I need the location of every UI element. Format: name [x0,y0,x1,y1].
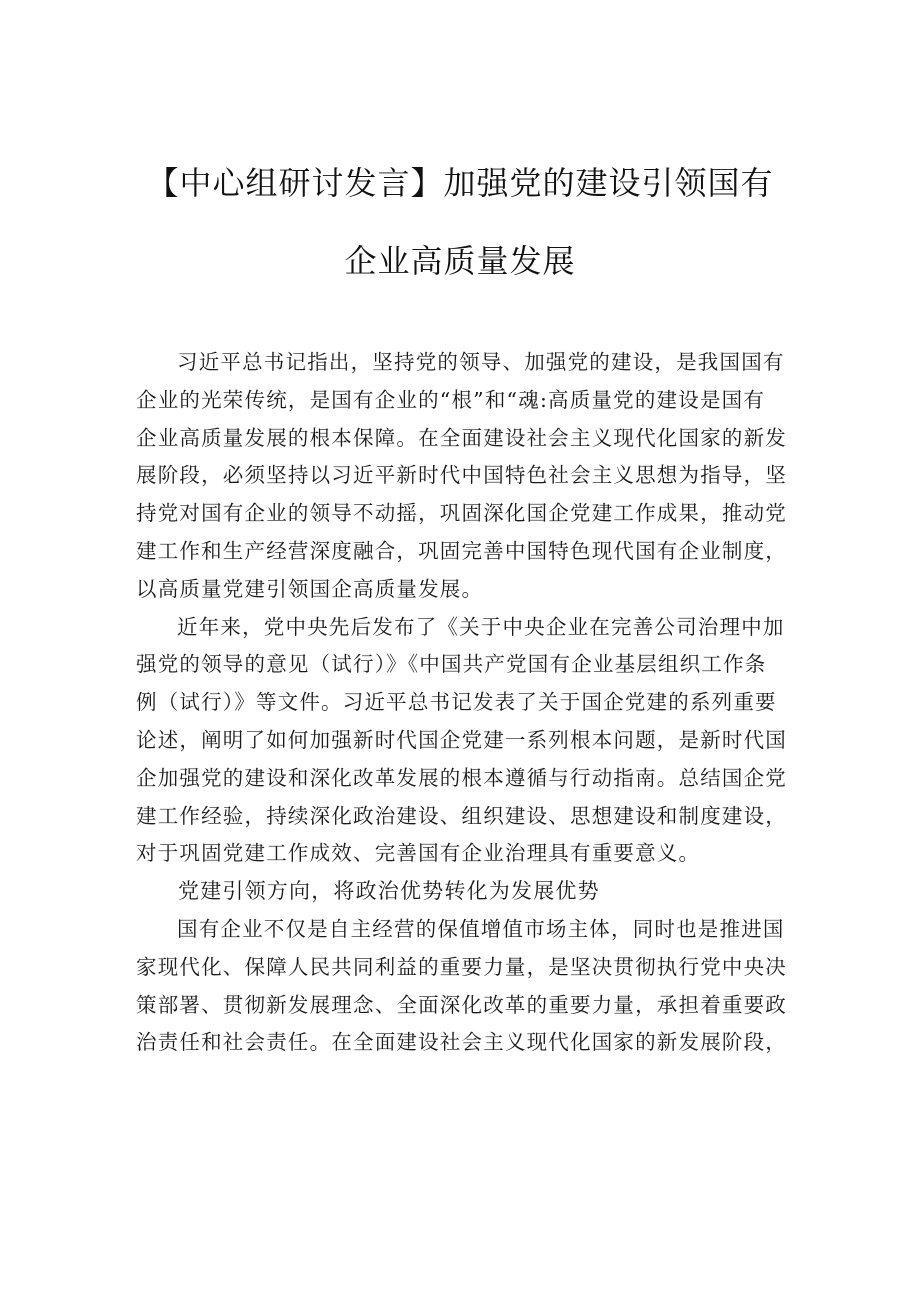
paragraph-2: 近年来，党中央先后发布了《关于中央企业在完善公司治理中加 强党的领导的意见（试行）》《中国共产党国有企业基层组织工作条 例（试行）》等文件。习近平总书记发表了关于国企党建的系列重要 论述，阐明了如何加强新时代国企党建一系列根本问题，是新时代国 企加强党的建设和深化改革发展的根本遵循与行动指南。总结国企党 建工作经验，持续深化政治建设、组织建设、思想建设和制度建设， 对于巩固党建工作成效、完善国有企业治理具有重要意义。 [136,614,787,866]
paragraph-1: 习近平总书记指出，坚持党的领导、加强党的建设，是我国国有 企业的光荣传统，是国有企业的“根”和“魂:高质量党的建设是国有 企业高质量发展的根本保障。在全面建设社会主义现代化国家的新发 展阶段，必须坚持以习近平新时代中国特色社会主义思想为指导，坚 持党对国有企业的领导不动摇，巩固深化国企党建工作成果，推动党 建工作和生产经营深度融合，巩固完善中国特色现代国有企业制度， 以高质量党建引领国企高质量发展。 [136,350,787,601]
document-body [136,344,788,1062]
document-title-line-2: 企业高质量发展 [344,242,576,280]
paragraph-3: 国有企业不仅是自主经营的保值增值市场主体，同时也是推进国 家现代化、保障人民共同利益的重要力量，是坚决贯彻执行党中央决 策部署、贯彻新发展理念、全面深化改革的重要力量，承担着重要政 治责任和社会责任。在全面建设社会主义现代化国家的新发展阶段， [136,916,787,1055]
document-title-line-1: 【中心组研讨发言】加强党的建设引领国有 [146,164,774,202]
section-heading: 党建引领方向，将政治优势转化为发展优势 [178,879,600,904]
